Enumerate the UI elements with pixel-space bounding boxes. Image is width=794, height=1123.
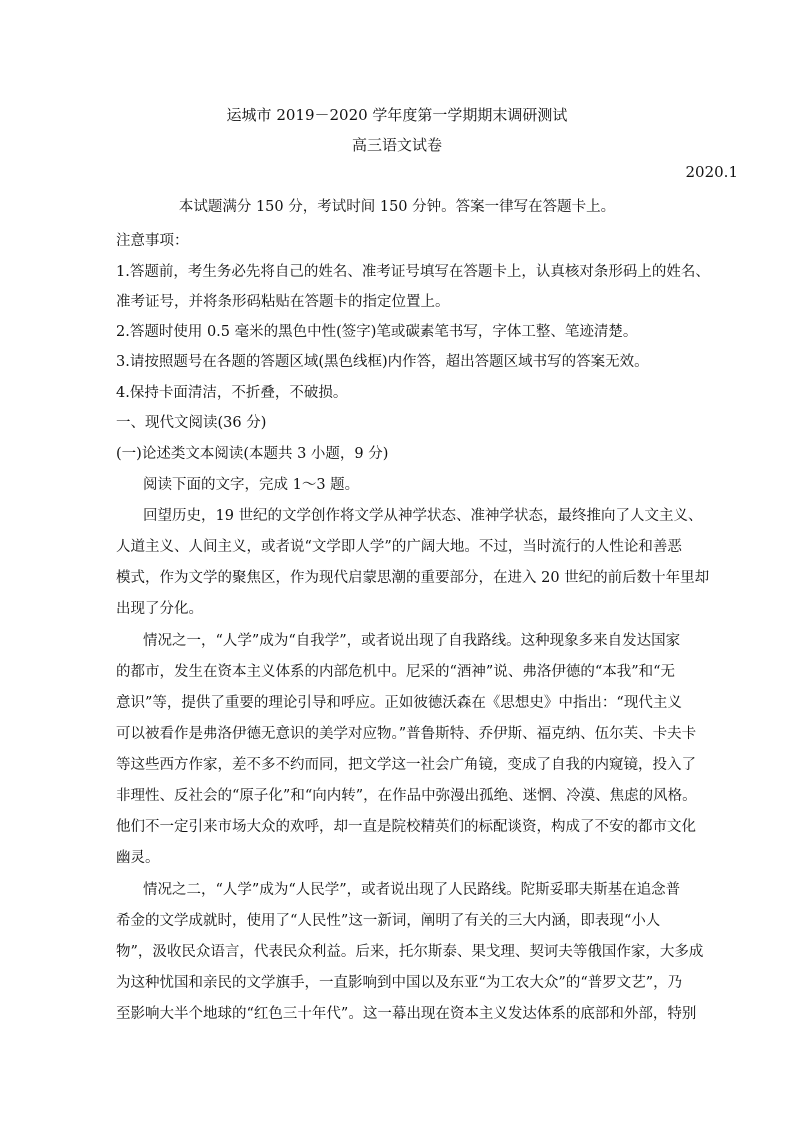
section-subheading: (一)论述类文本阅读(本题共 3 小题，9 分)	[116, 446, 389, 462]
passage-line: 意识”等，提供了重要的理论引导和呼应。正如彼德沃森在《思想史》中指出：“现代主义	[116, 695, 682, 711]
passage-line: 人道主义、人间主义，或者说“文学即人学”的广阔大地。不过，当时流行的人性论和善恶	[116, 539, 682, 555]
section-instruction: 阅读下面的文字，完成 1～3 题。	[143, 477, 360, 493]
passage-line: 可以被看作是弗洛伊德无意识的美学对应物。”普鲁斯特、乔伊斯、福克纳、伍尔芙、卡夫卡	[116, 726, 697, 742]
passage-line: 模式，作为文学的聚焦区，作为现代启蒙思潮的重要部分，在进入 20 世纪的前后数十年里却	[116, 570, 710, 586]
exam-date: 2020.1	[685, 163, 738, 181]
passage-line: 等这些西方作家，差不多不约而同，把文学这一社会广角镜，变成了自我的内窥镜，投入了	[116, 757, 696, 773]
passage-line: 他们不一定引来市场大众的欢呼，却一直是院校精英们的标配谈资，构成了不安的都市文化	[116, 819, 696, 835]
passage-line: 希金的文学成就时，使用了“人民性”这一新词，阐明了有关的三大内涵，即表现“小人	[116, 913, 661, 929]
passage-line: 的都市，发生在资本主义体系的内部危机中。尼采的“酒神”说、弗洛伊德的“本我”和“无	[116, 664, 676, 680]
notice-item: 2.答题时使用 0.5 毫米的黑色中性(签字)笔或碳素笔书写，字体工整、笔迹清楚。	[116, 324, 638, 340]
passage-line: 情况之一，“人学”成为“自我学”，或者说出现了自我路线。这种现象多来自发达国家	[143, 633, 681, 649]
exam-info: 本试题满分 150 分，考试时间 150 分钟。答案一律写在答题卡上。	[178, 199, 616, 215]
exam-subtitle: 高三语文试卷	[351, 136, 442, 154]
exam-title: 运城市 2019－2020 学年度第一学期期末调研测试	[226, 106, 568, 124]
notice-item: 准考证号，并将条形码粘贴在答题卡的指定位置上。	[116, 294, 450, 310]
passage-line: 回望历史，19 世纪的文学创作将文学从神学状态、准神学状态，最终推向了人文主义、	[143, 508, 703, 524]
notice-heading: 注意事项：	[116, 233, 189, 249]
section-heading: 一、现代文阅读(36 分)	[116, 415, 267, 431]
notice-item: 1.答题前，考生务必先将自己的姓名、准考证号填写在答题卡上，认真核对条形码上的姓名、	[116, 264, 710, 280]
passage-line: 幽灵。	[116, 850, 160, 866]
passage-line: 至影响大半个地球的“红色三十年代”。这一幕出现在资本主义发达体系的底部和外部，特别	[116, 1006, 697, 1022]
passage-line: 为这种忧国和亲民的文学旗手，一直影响到中国以及东亚“为工农大众”的“普罗文艺”，乃	[116, 975, 683, 991]
passage-line: 物”，汲收民众语言，代表民众利益。后来，托尔斯泰、果戈理、契诃夫等俄国作家，大多成	[116, 944, 704, 960]
notice-item: 4.保持卡面清洁，不折叠，不破损。	[116, 385, 348, 401]
notice-item: 3.请按照题号在各题的答题区域(黑色线框)内作答，超出答题区域书写的答案无效。	[116, 354, 649, 370]
passage-line: 情况之二，“人学”成为“人民学”，或者说出现了人民路线。陀斯妥耶夫斯基在追念普	[143, 882, 681, 898]
passage-line: 出现了分化。	[116, 601, 203, 617]
passage-line: 非理性、反社会的“原子化”和“向内转”，在作品中弥漫出孤绝、迷惘、冷漠、焦虑的风格。	[116, 788, 697, 804]
